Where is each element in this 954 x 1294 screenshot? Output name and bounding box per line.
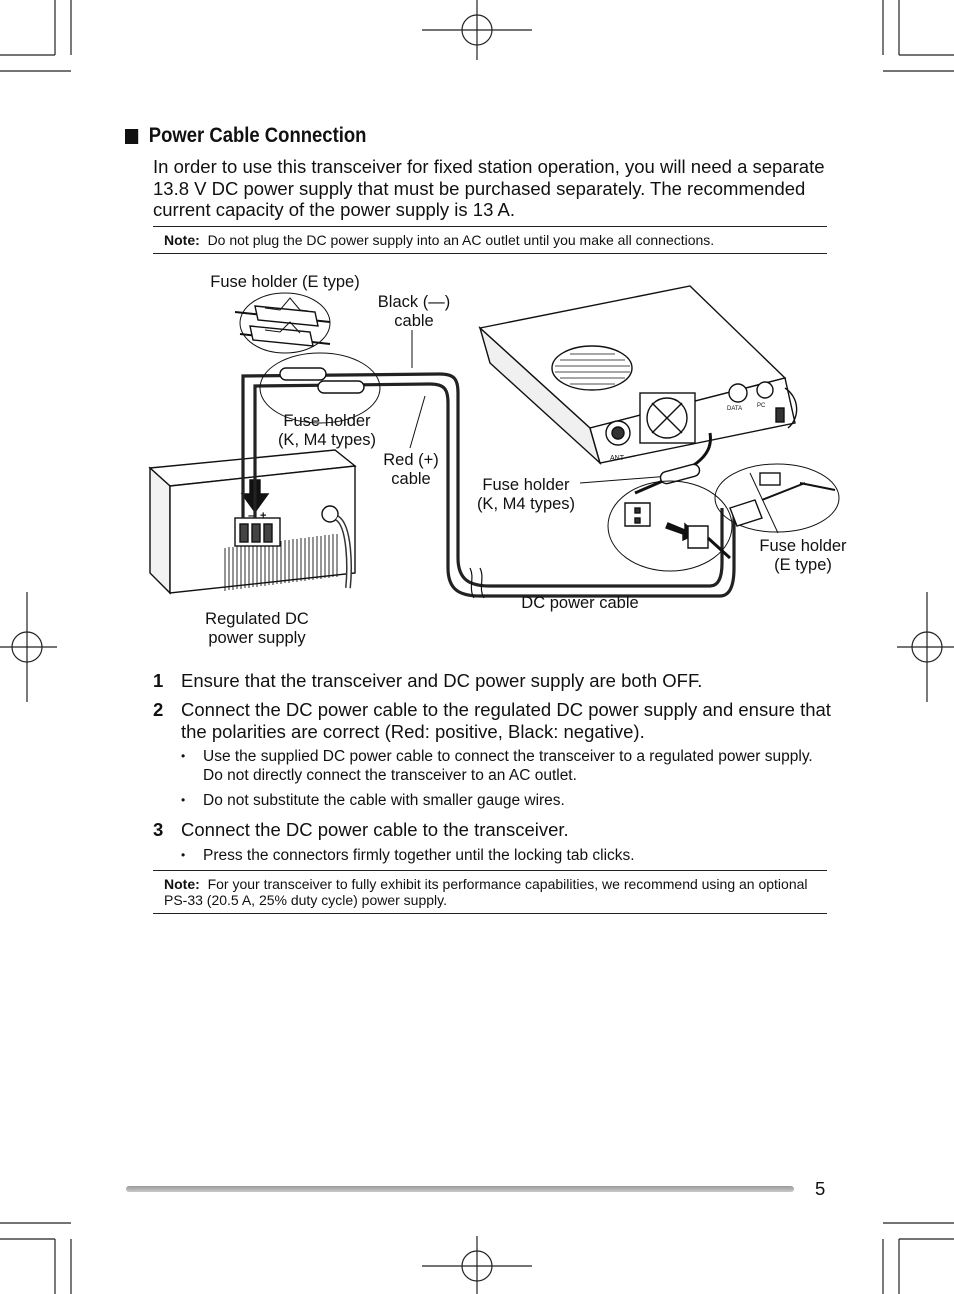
note-text: Do not plug the DC power supply into an AC outlet until you make all connections. [207,232,715,248]
supply-line1: Regulated DC [205,610,309,628]
supply-line2: power supply [208,629,306,647]
fuse-k-right-line2: (K, M4 types) [476,495,576,513]
fuse-k-left-line1: Fuse holder [283,412,371,430]
section-heading [125,124,366,148]
note-box-top [153,226,827,254]
fuse-e-right-line2: (E type) [774,556,832,574]
registration-top [422,0,532,60]
step-text: Connect the DC power cable to the regulated DC power supply and ensure that the polarities are correct (Red: positive, Black: negative). [181,699,831,742]
fuse-e-right-label [748,537,858,575]
footer-bar [126,1186,794,1192]
red-cable-line2: cable [391,470,431,488]
square-bullet-icon [125,129,138,144]
bullet-text: Use the supplied DC power cable to connect the transceiver to a regulated power supply. Do not directly connect the transceiver to an AC outlet. [203,748,813,784]
black-cable-line1: Black (—) [377,293,451,311]
section-title: Power Cable Connection [148,124,367,147]
dc-connector-right [688,526,730,558]
step-text: Ensure that the transceiver and DC power supply are both OFF. [181,670,703,691]
fuse-k-right-label [463,476,589,514]
dc-cable-label: DC power cable [521,594,639,612]
note-box-bottom [153,870,827,914]
terminal-minus-label: – [248,510,255,522]
black-cable-label [364,293,464,331]
intro-paragraph: In order to use this transceiver for fixed station operation, you will need a separate 13.8 V DC power supply that must be purchased separately. The recommended current capacity of the power supply is 13 A. [153,156,825,220]
step-number: 1 [153,670,164,691]
fuse-k-left-line2: (K, M4 types) [277,431,377,449]
step-2 [153,699,833,742]
page-number: 5 [815,1178,826,1199]
dc-connector-left [625,503,650,526]
note-label: Note: [164,876,200,892]
note-text: For your transceiver to fully exhibit its performance capabilities, we recommend using an optional PS-33 (20.5 A, 25% duty cycle) power supply. [164,876,808,908]
step-3-bullet-1 [181,846,821,865]
fuse-e-type-right [730,473,835,526]
ant-port-label: ANT [610,455,624,462]
step-text: Connect the DC power cable to the transceiver. [181,819,569,840]
data-port-label: DATA [727,406,743,412]
step-2-bullet-1 [181,747,821,785]
terminal-plus-label: + [260,510,267,522]
step-number: 3 [153,819,164,840]
red-cable-line1: Red (+) [383,451,439,469]
black-cable-line2: cable [394,312,434,330]
bullet-dot: • [181,749,186,763]
registration-left [0,592,57,702]
step-1 [153,670,833,692]
pc-port-label: PC [757,403,766,409]
step-2-bullet-2 [181,791,821,810]
fuse-e-right-line1: Fuse holder [759,537,847,555]
registration-bottom [422,1236,532,1294]
fuse-k-right-line1: Fuse holder [482,476,570,494]
step-3 [153,819,833,841]
bullet-text: Do not substitute the cable with smaller gauge wires. [203,792,565,809]
transceiver-illustration [480,286,797,463]
red-cable-label [370,451,452,489]
step-number: 2 [153,699,164,720]
note-label: Note: [164,232,200,248]
inline-fuse-k-left [280,368,364,393]
registration-right [897,592,954,702]
bullet-dot: • [181,848,186,862]
fuse-e-top-label: Fuse holder (E type) [210,273,360,291]
fuse-k-left-label [265,412,389,450]
bullet-dot: • [181,793,186,807]
bullet-text: Press the connectors firmly together until the locking tab clicks. [203,847,635,864]
supply-label [187,610,327,648]
